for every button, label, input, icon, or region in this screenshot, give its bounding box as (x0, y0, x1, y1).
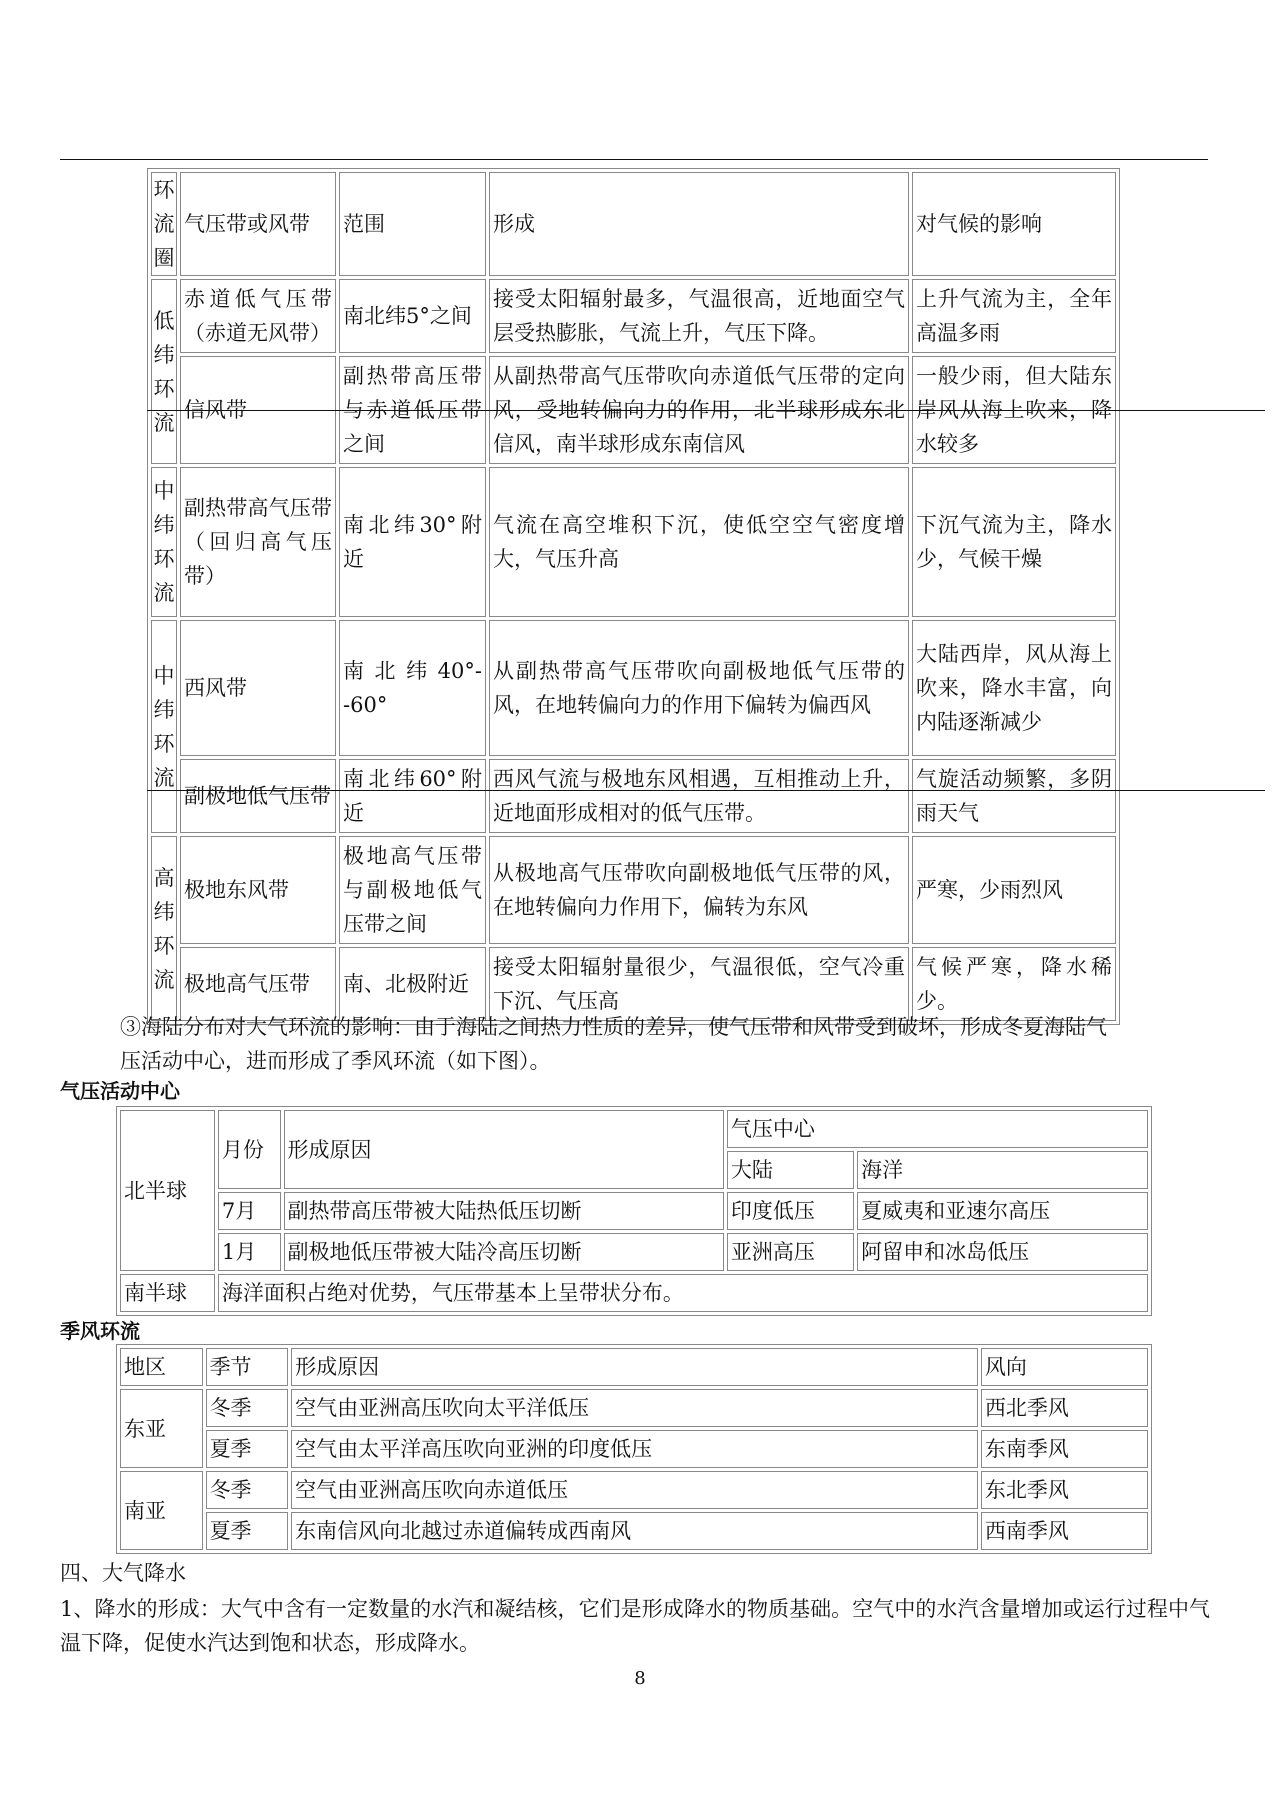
table-header-row: 地区 季节 形成原因 风向 (120, 1348, 1148, 1386)
header-circle: 环流圈 (151, 172, 177, 276)
circle-low-latitude: 低纬环流 (151, 279, 177, 464)
region-east-asia: 东亚 (120, 1389, 203, 1468)
table-row: 高纬环流 极地东风带 极地高气压带与副极地低气压带之间 从极地高气压带吹向副极地低气压带的风，在地转偏向力作用下，偏转为东风 严寒，少雨烈风 (151, 836, 1116, 944)
precipitation-paragraph: 1、降水的形成：大气中含有一定数量的水汽和凝结核，它们是形成降水的物质基础。空气中的水汽含量增加或运行过程中气温下降，促使水汽达到饱和状态，形成降水。 (60, 1597, 1210, 1655)
top-rule (60, 159, 1208, 160)
table-header-row (151, 172, 1116, 276)
overlay-rule (147, 410, 1265, 411)
circle-mid-latitude-2: 中纬环流 (151, 620, 177, 833)
table-row: 信风带 副热带高压带与赤道低压带之间 从副热带高气压带吹向赤道低气压带的定向风，受地转偏向力的作用，北半球形成东北信风，南半球形成东南信风 一般少雨，但大陆东岸风从海上吹来，降水较多 (151, 356, 1116, 464)
header-effect: 对气候的影响 (912, 172, 1116, 276)
table-row: 东亚 冬季 空气由亚洲高压吹向太平洋低压 西北季风 (120, 1389, 1148, 1427)
region-south-asia: 南亚 (120, 1471, 203, 1550)
north-hemisphere-label: 北半球 (120, 1110, 215, 1271)
month-header: 月份 (218, 1110, 281, 1189)
ocean-header: 海洋 (857, 1151, 1148, 1189)
header-range: 范围 (339, 172, 486, 276)
header-belt: 气压带或风带 (180, 172, 336, 276)
header-formation: 形成 (489, 172, 909, 276)
table-row: 副极地低气压带 南北纬60°附近 西风气流与极地东风相遇，互相推动上升，近地面形成相对的低气压带。 气旋活动频繁，多阴雨天气 (151, 759, 1116, 833)
table-row: 夏季 空气由太平洋高压吹向亚洲的印度低压 东南季风 (120, 1430, 1148, 1468)
land-sea-paragraph: ③海陆分布对大气环流的影响：由于海陆之间热力性质的差异，使气压带和风带受到破坏，形成冬夏海陆气压活动中心，进而形成了季风环流（如下图）。 (120, 1015, 1107, 1073)
circle-high-latitude: 高纬环流 (151, 836, 177, 1021)
land-header: 大陆 (727, 1151, 854, 1189)
heading-pressure-centers: 气压活动中心 (60, 1079, 180, 1103)
table-row: 南半球 海洋面积占绝对优势，气压带基本上呈带状分布。 (120, 1274, 1148, 1312)
page-number: 8 (634, 1668, 646, 1689)
circle-mid-latitude-1: 中纬环流 (151, 467, 177, 617)
monsoon-table (116, 1344, 1152, 1554)
table-row: 中纬环流 西风带 南北纬40°--60° 从副热带高气压带吹向副极地低气压带的风，在地转偏向力的作用下偏转为偏西风 大陆西岸，风从海上吹来，降水丰富，向内陆逐渐减少 (151, 620, 1116, 756)
circulation-table (147, 168, 1120, 1025)
center-header: 气压中心 (727, 1110, 1148, 1148)
section-four-title: 四、大气降水 (60, 1561, 186, 1585)
table-row: 中纬环流 副热带高气压带（回归高气压带） 南北纬30°附近 气流在高空堆积下沉，使低空空气密度增大，气压升高 下沉气流为主，降水少，气候干燥 (151, 467, 1116, 617)
table-row: 7月 副热带高压带被大陆热低压切断 印度低压 夏威夷和亚速尔高压 (120, 1192, 1148, 1230)
table-row: 夏季 东南信风向北越过赤道偏转成西南风 西南季风 (120, 1512, 1148, 1550)
overlay-rule (147, 790, 1265, 791)
table-row: 低纬环流 赤道低气压带（赤道无风带） 南北纬5°之间 接受太阳辐射最多，气温很高，近地面空气层受热膨胀，气流上升，气压下降。 上升气流为主，全年高温多雨 (151, 279, 1116, 353)
heading-monsoon: 季风环流 (60, 1319, 140, 1343)
south-hemisphere-label: 南半球 (120, 1274, 215, 1312)
table-row: 1月 副极地低压带被大陆冷高压切断 亚洲高压 阿留申和冰岛低压 (120, 1233, 1148, 1271)
cause-header: 形成原因 (284, 1110, 724, 1189)
table-row: 极地高气压带 南、北极附近 接受太阳辐射量很少，气温很低，空气冷重下沉、气压高 气候严寒，降水稀少。 (151, 947, 1116, 1021)
table-row: 南亚 冬季 空气由亚洲高压吹向赤道低压 东北季风 (120, 1471, 1148, 1509)
pressure-centers-table (116, 1106, 1152, 1316)
